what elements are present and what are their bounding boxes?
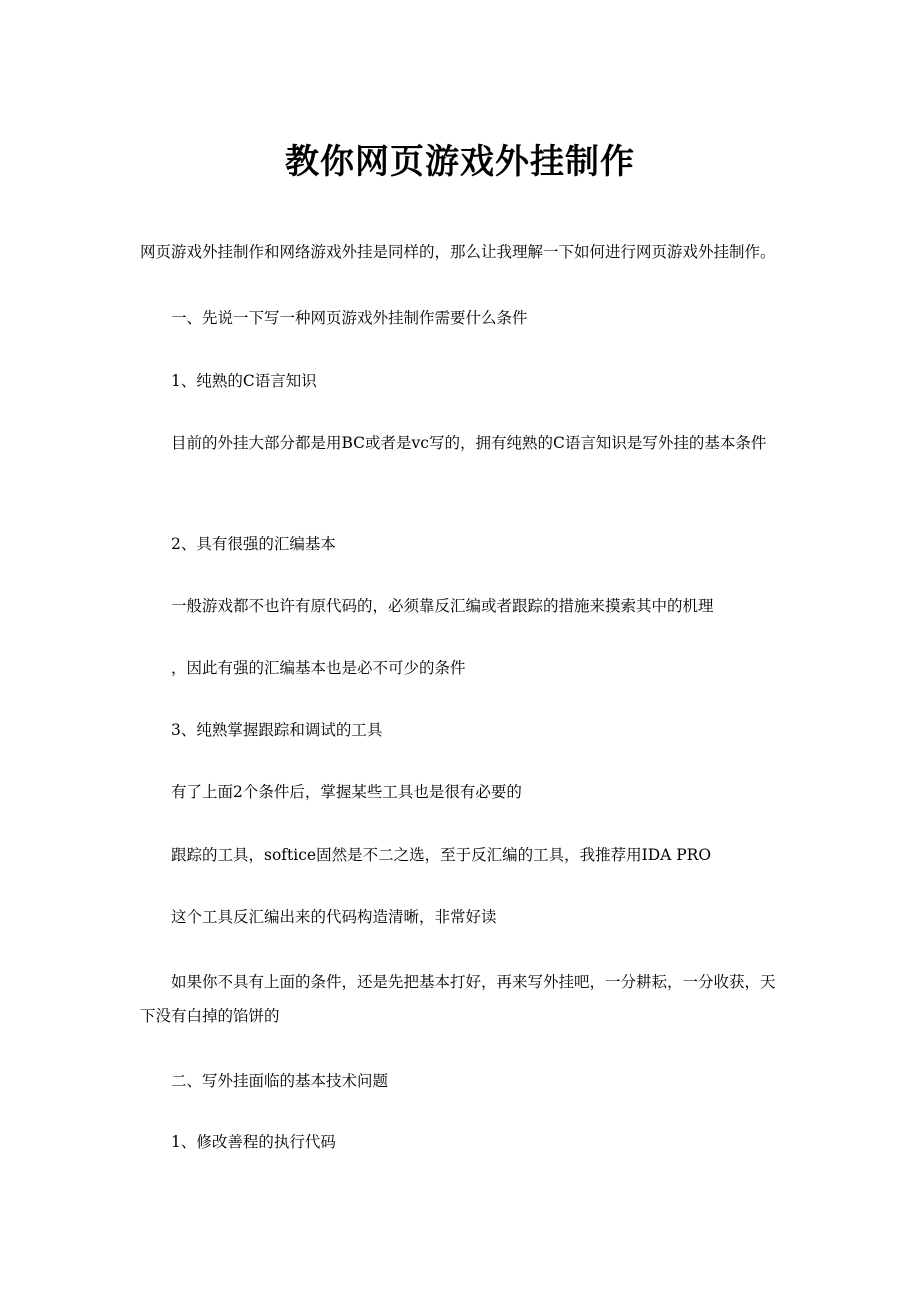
subheading-assembly: 2、具有很强的汇编基本 (171, 535, 336, 553)
document-title: 教你网页游戏外挂制作 (285, 142, 635, 182)
paragraph-tools-2: 跟踪的工具，softice固然是不二之选，至于反汇编的工具，我推荐用IDA PRO (171, 846, 712, 864)
paragraph-c-language: 目前的外挂大部分都是用BC或者是vc写的，拥有纯熟的C语言知识是写外挂的基本条件 (171, 434, 767, 452)
paragraph-intro: 网页游戏外挂制作和网络游戏外挂是同样的，那么让我理解一下如何进行网页游戏外挂制作。 (140, 243, 776, 261)
subheading-modify-code: 1、修改善程的执行代码 (171, 1133, 336, 1151)
section-heading-1: 一、先说一下写一种网页游戏外挂制作需要什么条件 (171, 309, 528, 327)
paragraph-assembly-2: ，因此有强的汇编基本也是必不可少的条件 (171, 659, 466, 677)
paragraph-assembly-1: 一般游戏都不也许有原代码的，必须靠反汇编或者跟踪的措施来摸索其中的机理 (171, 597, 714, 615)
section-heading-2: 二、写外挂面临的基本技术问题 (171, 1072, 389, 1090)
paragraph-tools-3: 这个工具反汇编出来的代码构造清晰，非常好读 (171, 908, 497, 926)
paragraph-advice: 如果你不具有上面的条件，还是先把基本打好，再来写外挂吧，一分耕耘，一分收获，天下没有白掉的馅饼的 (140, 973, 776, 1025)
paragraph-tools-1: 有了上面2个条件后，掌握某些工具也是很有必要的 (171, 783, 522, 801)
subheading-tools: 3、纯熟掌握跟踪和调试的工具 (171, 721, 383, 739)
subheading-c-language: 1、纯熟的C语言知识 (171, 372, 317, 390)
